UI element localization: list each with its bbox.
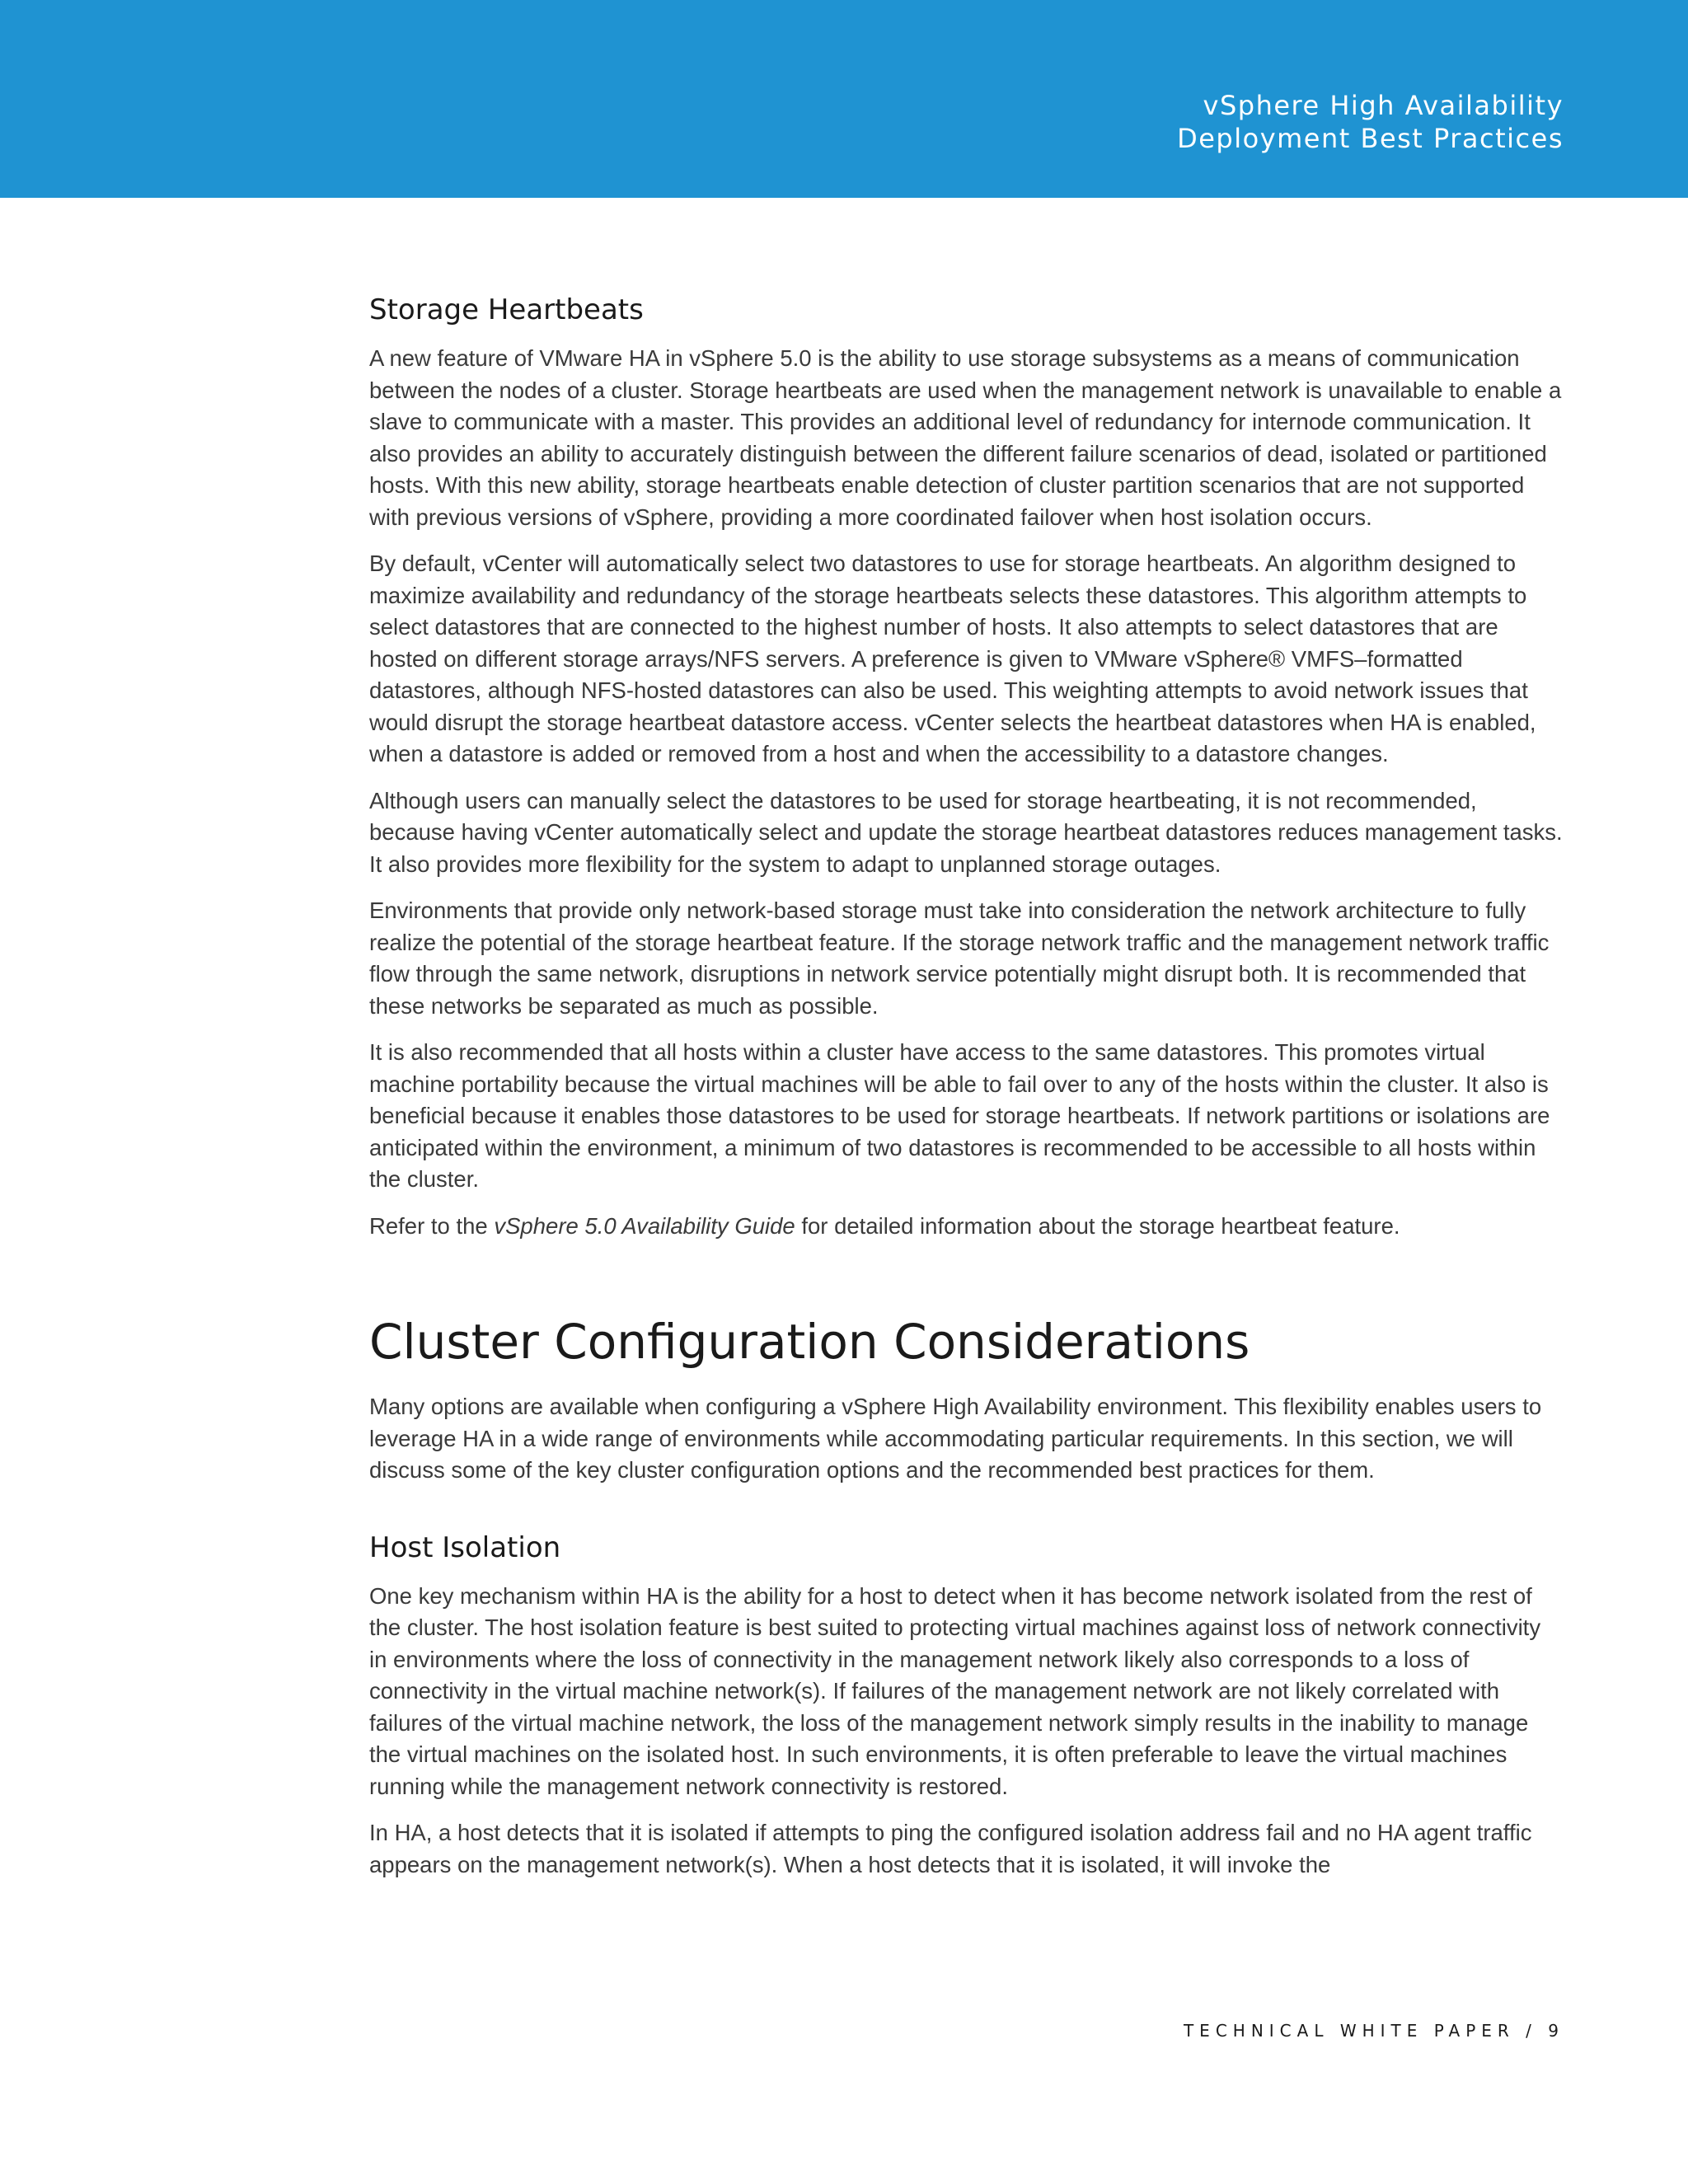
section-spacer	[369, 1257, 1564, 1310]
reference-prefix: Refer to the	[369, 1212, 495, 1239]
host-isolation-paragraph-2: In HA, a host detects that it is isolated if attempts to ping the configured isolation address fail and no HA agent traffic appears on the management network(s). When a host detects that it is isolated, it will invoke the	[369, 1820, 1532, 1877]
availability-guide-title: vSphere 5.0 Availability Guide	[494, 1212, 795, 1239]
page-content	[369, 290, 1564, 1896]
storage-heartbeats-reference	[369, 1211, 1564, 1243]
storage-heartbeats-paragraph-2: By default, vCenter will automatically select two datastores to use for storage heartbeats. An algorithm designed to maximize availability and redundancy of the storage heartbeats selects these datastores. This algorithm attempts to select datastores that are connected to the highest number of hosts. It also attempts to select datastores that are hosted on different storage arrays/NFS servers. A preference is given to VMware vSphere® VMFS–formatted datastores, although NFS-hosted datastores can also be used. This weighting attempts to avoid network issues that would disrupt the storage heartbeat datastore access. vCenter selects the heartbeat datastores when HA is enabled, when a datastore is added or removed from a host and when the accessibility to a datastore changes.	[369, 551, 1536, 766]
cluster-configuration-heading: Cluster Configuration Considerations	[369, 1314, 1250, 1370]
page-footer: TECHNICAL WHITE PAPER / 9	[1183, 2021, 1564, 2041]
document-title	[1177, 89, 1564, 155]
document-title-line-2: Deployment Best Practices	[1177, 123, 1564, 154]
cluster-configuration-paragraph: Many options are available when configuring a vSphere High Availability environment. This flexibility enables users to leverage HA in a wide range of environments while accommodating particular requirements. In this section, we will discuss some of the key cluster configuration options and the recommended best practices for them.	[369, 1394, 1542, 1483]
storage-heartbeats-paragraph-3: Although users can manually select the datastores to be used for storage heartbeating, it is not recommended, because having vCenter automatically select and update the storage heartbeat datastores reduces management tasks. It also provides more flexibility for the system to adapt to unplanned storage outages.	[369, 787, 1563, 877]
storage-heartbeats-paragraph-1: A new feature of VMware HA in vSphere 5.0 is the ability to use storage subsystems as a means of communication between the nodes of a cluster. Storage heartbeats are used when the management network is unavailable to enable a slave to communicate with a master. This provides an additional level of redundancy for internode communication. It also provides an ability to accurately distinguish between the different failure scenarios of dead, isolated or partitioned hosts. With this new ability, storage heartbeats enable detection of cluster partition scenarios that are not supported with previous versions of vSphere, providing a more coordinated failover when host isolation occurs.	[369, 345, 1562, 530]
subsection-spacer	[369, 1502, 1564, 1528]
header-band	[0, 0, 1688, 198]
reference-suffix: for detailed information about the storage heartbeat feature.	[795, 1212, 1400, 1239]
host-isolation-paragraph-1: One key mechanism within HA is the ability for a host to detect when it has become network isolated from the rest of the cluster. The host isolation feature is best suited to protecting virtual machines against loss of network connectivity in environments where the loss of connectivity in the management network likely also corresponds to a loss of connectivity in the virtual machine network(s). If failures of the management network are not likely correlated with failures of the virtual machine network, the loss of the management network simply results in the inability to manage the virtual machines on the isolated host. In such environments, it is often preferable to leave the virtual machines running while the management network connectivity is restored.	[369, 1582, 1541, 1799]
storage-heartbeats-paragraph-5: It is also recommended that all hosts within a cluster have access to the same datastores. This promotes virtual machine portability because the virtual machines will be able to fail over to any of the hosts within the cluster. It also is beneficial because it enables those datastores to be used for storage heartbeats. If network partitions or isolations are anticipated within the environment, a minimum of two datastores is recommended to be accessible to all hosts within the cluster.	[369, 1039, 1550, 1192]
storage-heartbeats-heading: Storage Heartbeats	[369, 293, 644, 326]
storage-heartbeats-paragraph-4: Environments that provide only network-based storage must take into consideration the network architecture to fully realize the potential of the storage heartbeat feature. If the storage network traffic and the management network traffic flow through the same network, disruptions in network service potentially might disrupt both. It is recommended that these networks be separated as much as possible.	[369, 898, 1550, 1019]
host-isolation-heading: Host Isolation	[369, 1530, 561, 1564]
document-title-line-1: vSphere High Availability	[1203, 90, 1564, 121]
